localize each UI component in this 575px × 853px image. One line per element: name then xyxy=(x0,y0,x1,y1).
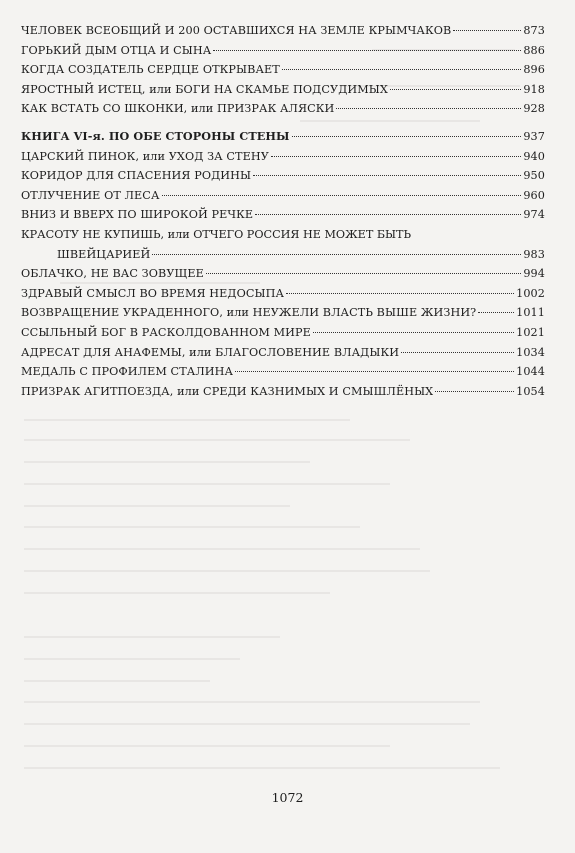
leader-dots xyxy=(282,68,521,70)
book-heading-page: 937 xyxy=(523,129,545,143)
toc-entry-page: 1002 xyxy=(516,286,545,300)
section-gap xyxy=(21,119,545,127)
toc-entry-page: 886 xyxy=(523,43,545,57)
toc-entry-page: 928 xyxy=(523,102,545,116)
toc-entry xyxy=(21,245,545,265)
toc-entry xyxy=(21,323,545,343)
leader-dots xyxy=(390,88,521,90)
toc-entry-page: 1054 xyxy=(516,384,545,398)
page-number: 1072 xyxy=(271,790,304,805)
toc-entry-page: 1034 xyxy=(516,345,545,359)
toc-entry xyxy=(21,99,545,119)
book-heading-entry xyxy=(21,127,545,147)
toc-entry xyxy=(21,41,545,61)
leader-dots xyxy=(292,135,522,137)
leader-dots xyxy=(478,311,514,313)
toc-entry-title: ЗДРАВЫЙ СМЫСЛ ВО ВРЕМЯ НЕДОСЫПА xyxy=(21,286,285,300)
leader-dots xyxy=(235,370,514,372)
toc-entry-page: 950 xyxy=(523,169,545,183)
toc-entry-page: 940 xyxy=(523,149,545,163)
leader-dots xyxy=(206,272,521,274)
leader-dots xyxy=(271,155,521,157)
toc-entry xyxy=(21,303,545,323)
toc-entry xyxy=(21,60,545,80)
toc-entry-title: ЧЕЛОВЕК ВСЕОБЩИЙ И 200 ОСТАВШИХСЯ НА ЗЕМЛЕ КРЫМЧАКОВ xyxy=(21,24,452,37)
toc-entry-title: ГОРЬКИЙ ДЫМ ОТЦА И СЫНА xyxy=(21,43,212,57)
leader-dots xyxy=(435,390,514,392)
toc-entry-page: 1044 xyxy=(516,365,545,379)
toc-entry xyxy=(21,186,545,206)
toc-entry-title-line2: ШВЕЙЦАРИЕЙ xyxy=(57,247,151,261)
toc-entry-title: ПРИЗРАК АГИТПОЕЗДА, или СРЕДИ КАЗНИМЫХ И СМЫШЛЁНЫХ xyxy=(21,384,434,398)
toc-entry-title: ЯРОСТНЫЙ ИСТЕЦ, или БОГИ НА СКАМЬЕ ПОДСУДИМЫХ xyxy=(21,82,388,96)
toc-entry xyxy=(21,382,545,402)
toc-entry xyxy=(21,147,545,167)
leader-dots xyxy=(313,331,514,333)
toc-entry-page: 896 xyxy=(523,63,545,77)
leader-dots xyxy=(213,49,521,51)
leader-dots xyxy=(162,194,522,196)
toc-entry xyxy=(21,21,545,41)
toc-entry-title-line1: КРАСОТУ НЕ КУПИШЬ, или ОТЧЕГО РОССИЯ НЕ МОЖЕТ БЫТЬ xyxy=(21,227,412,241)
book-heading-title: КНИГА VI-я. ПО ОБЕ СТОРОНЫ СТЕНЫ xyxy=(21,128,290,143)
toc-entry-title: ВНИЗ И ВВЕРХ ПО ШИРОКОЙ РЕЧКЕ xyxy=(21,208,254,222)
leader-dots xyxy=(255,213,521,215)
toc-entry-page: 974 xyxy=(523,208,545,222)
toc-entry-page: 918 xyxy=(523,82,545,96)
toc-entry xyxy=(21,284,545,304)
leader-dots xyxy=(401,351,514,353)
toc-entry-title: АДРЕСАТ ДЛЯ АНАФЕМЫ, или БЛАГОСЛОВЕНИЕ ВЛАДЫКИ xyxy=(21,345,400,359)
toc-entry xyxy=(21,166,545,186)
toc-entry-title: ЦАРСКИЙ ПИНОК, или УХОД ЗА СТЕНУ xyxy=(21,149,269,163)
leader-dots xyxy=(253,174,521,176)
toc-entry-page: 1021 xyxy=(516,325,545,339)
toc-entry xyxy=(21,343,545,363)
leader-dots xyxy=(336,107,521,109)
toc-entry-title: ССЫЛЬНЫЙ БОГ В РАСКОЛДОВАННОМ МИРЕ xyxy=(21,325,311,339)
toc-entry xyxy=(21,205,545,225)
toc-entry-title: ОТЛУЧЕНИЕ ОТ ЛЕСА xyxy=(21,188,160,202)
toc-entry-title: МЕДАЛЬ С ПРОФИЛЕМ СТАЛИНА xyxy=(21,365,234,379)
leader-dots xyxy=(286,292,514,294)
toc-entry-page: 873 xyxy=(523,24,545,37)
toc-entry-page: 960 xyxy=(523,188,545,202)
toc-entry-page: 983 xyxy=(523,247,545,261)
toc-entry xyxy=(21,80,545,100)
leader-dots xyxy=(152,253,521,255)
toc-entry-title: ВОЗВРАЩЕНИЕ УКРАДЕННОГО, или НЕУЖЕЛИ ВЛАСТЬ ВЫШЕ ЖИЗНИ? xyxy=(21,306,477,320)
toc-entry-title: ОБЛАЧКО, НЕ ВАС ЗОВУЩЕЕ xyxy=(21,267,204,281)
toc-entry-title: КАК ВСТАТЬ СО ШКОНКИ, или ПРИЗРАК АЛЯСКИ xyxy=(21,102,335,116)
toc-entry-title: КОГДА СОЗДАТЕЛЬ СЕРДЦЕ ОТКРЫВАЕТ xyxy=(21,63,280,77)
toc-entry xyxy=(21,264,545,284)
table-of-contents xyxy=(21,21,545,401)
toc-entry-page: 994 xyxy=(523,267,545,281)
toc-entry xyxy=(21,362,545,382)
toc-entry-title: КОРИДОР ДЛЯ СПАСЕНИЯ РОДИНЫ xyxy=(21,169,252,183)
toc-entry-page: 1011 xyxy=(516,306,545,320)
leader-dots xyxy=(453,29,521,31)
